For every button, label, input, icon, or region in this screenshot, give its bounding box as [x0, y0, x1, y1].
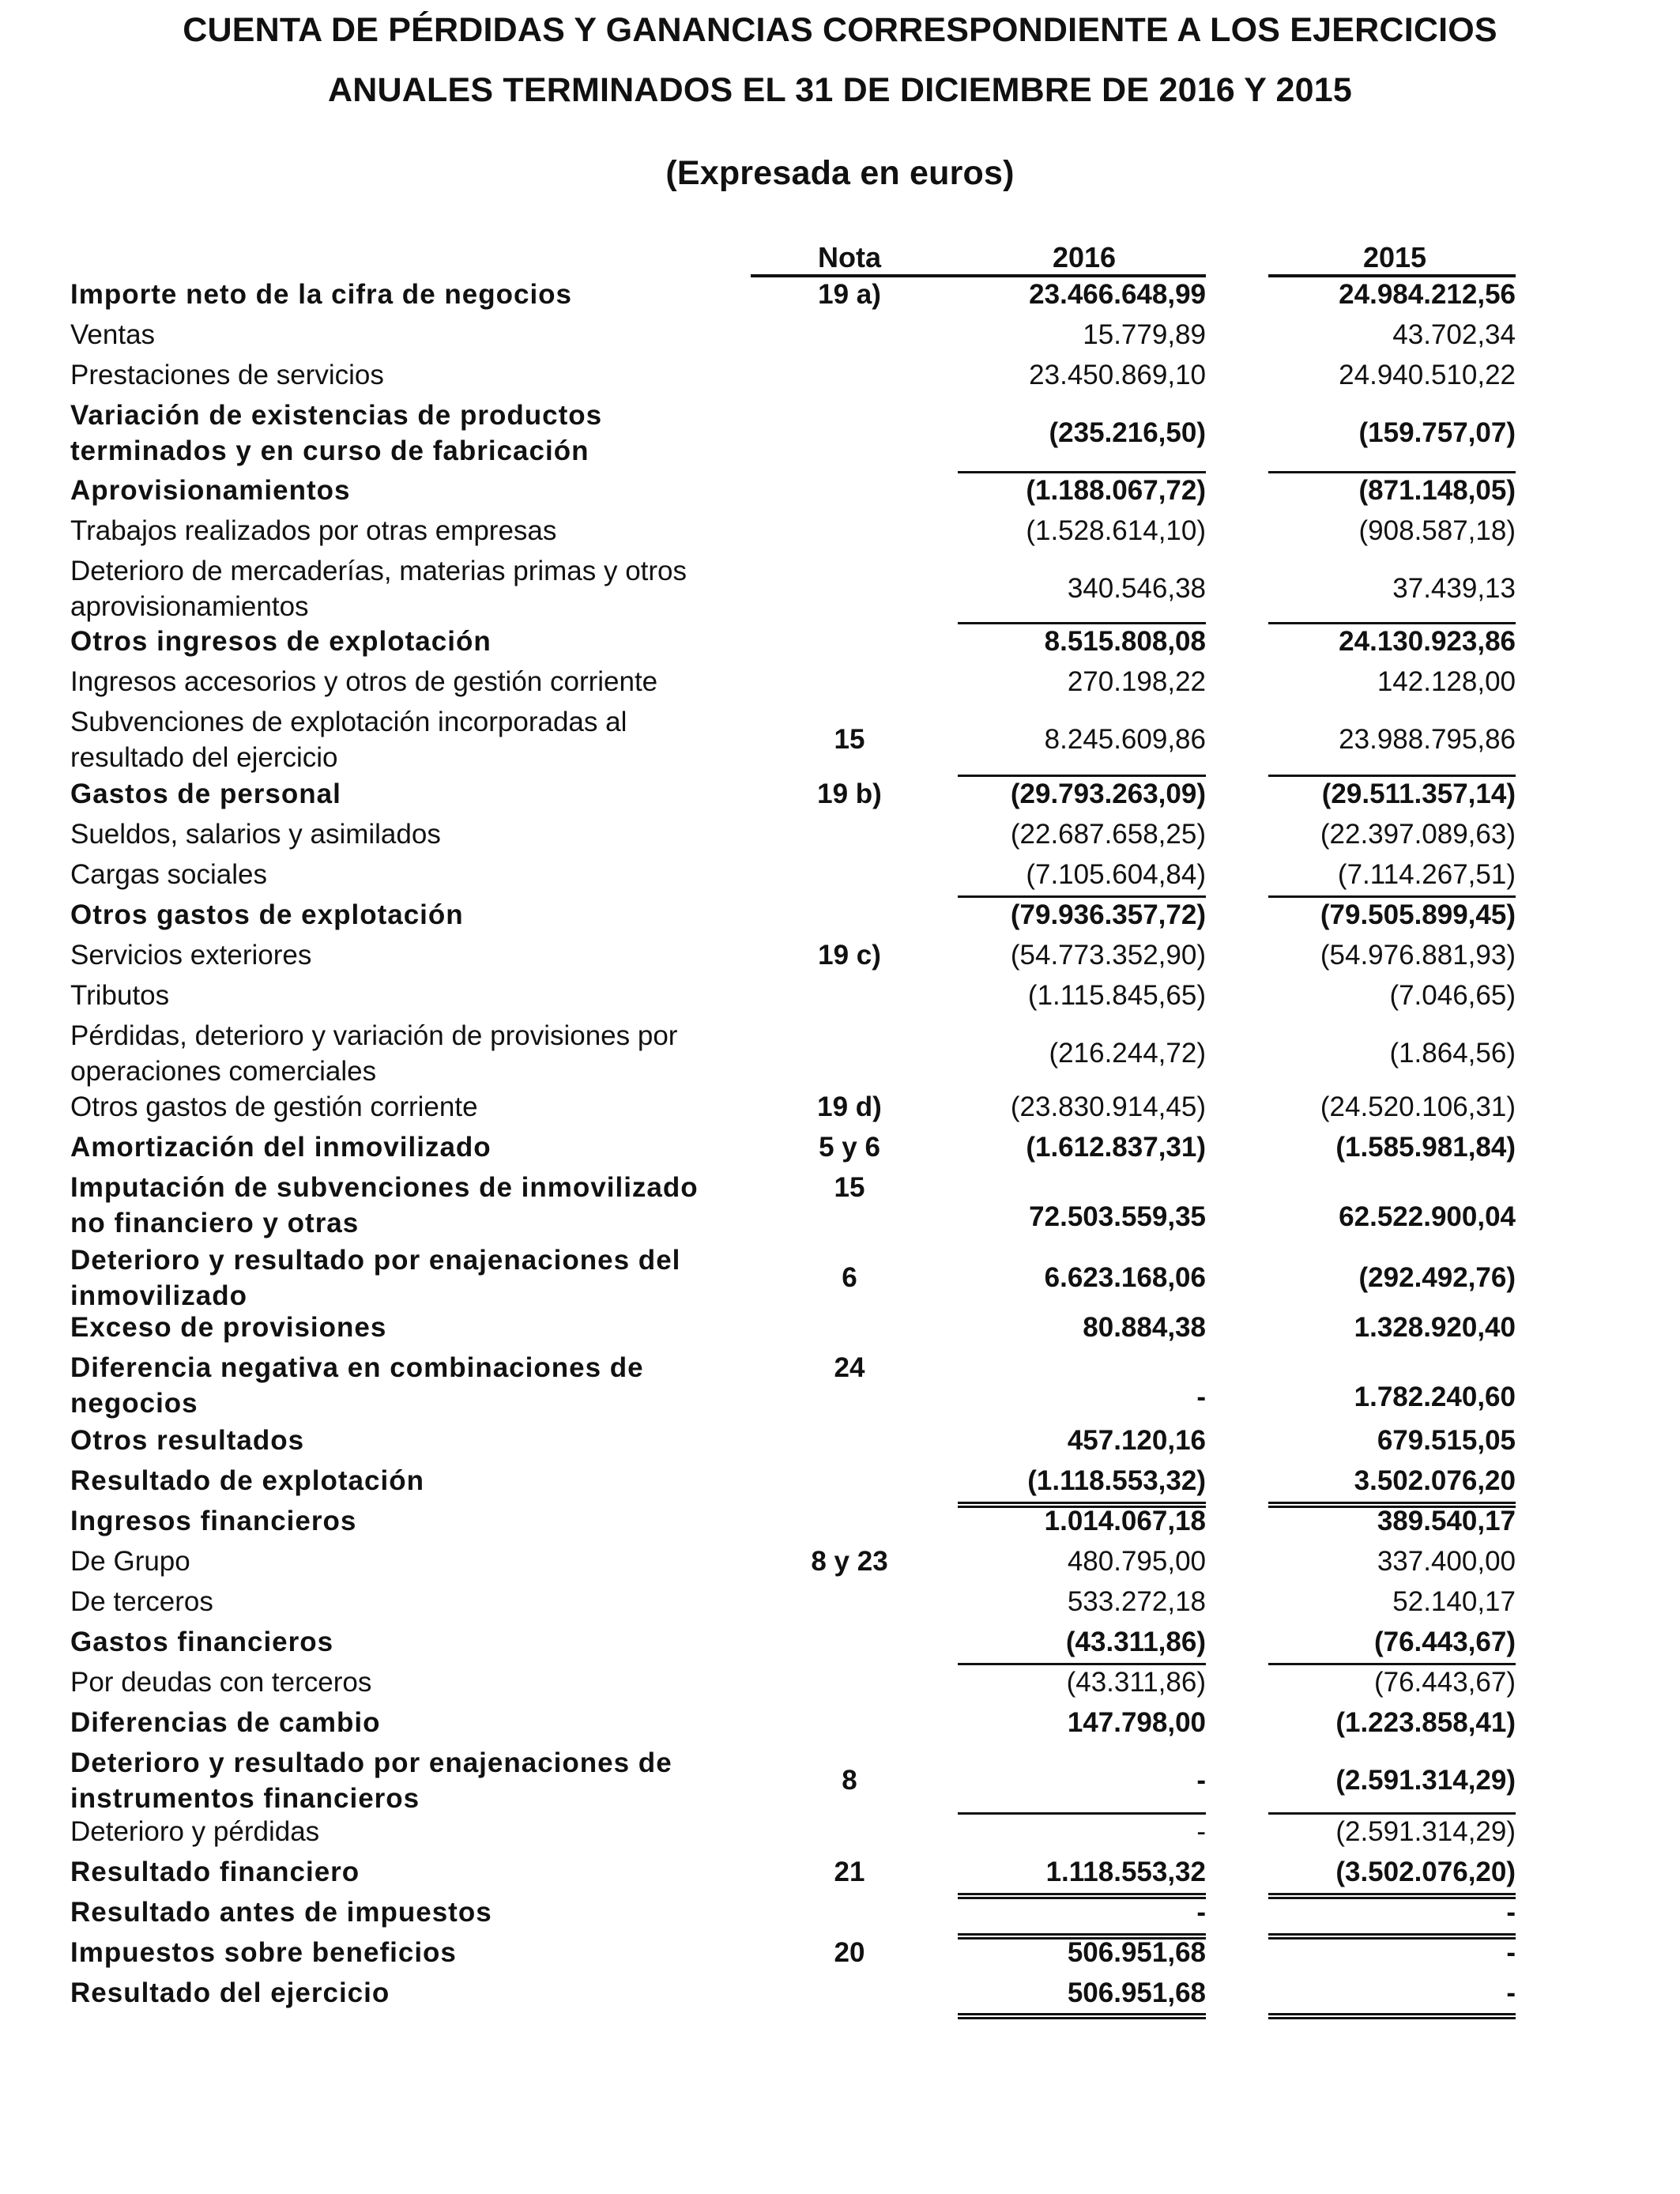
row-label: Variación de existencias de productos terminados y en curso de fabricación — [70, 400, 603, 466]
total-rule-16 — [958, 1933, 1206, 1940]
value-2016: (79.936.357,72) — [1010, 899, 1206, 930]
total-rule-16 — [958, 895, 1206, 898]
row-label: Exceso de provisiones — [70, 1312, 387, 1343]
value-2016: 72.503.559,35 — [1029, 1201, 1206, 1232]
table-row — [0, 1854, 1680, 1894]
row-note: 8 y 23 — [811, 1546, 888, 1577]
row-note: 5 y 6 — [819, 1132, 880, 1163]
row-label: Ventas — [70, 319, 156, 350]
table-row — [0, 1018, 1680, 1092]
row-label: Trabajos realizados por otras empresas — [70, 515, 557, 546]
table-row — [0, 1463, 1680, 1502]
table-row — [0, 1975, 1680, 2015]
value-2016: 506.951,68 — [1067, 1977, 1206, 2008]
row-note: 19 d) — [817, 1091, 882, 1122]
row-note: 19 a) — [818, 279, 881, 310]
value-2015: 52.140,17 — [1392, 1586, 1516, 1617]
row-label: Subvenciones de explotación incorporadas al resultado del ejercicio — [70, 707, 627, 773]
row-label: Por deudas con terceros — [70, 1667, 372, 1698]
value-2016: (235.216,50) — [1049, 417, 1206, 448]
value-2016: 340.546,38 — [1067, 573, 1206, 604]
value-2015: 1.328.920,40 — [1354, 1312, 1516, 1343]
row-label: Otros resultados — [70, 1425, 305, 1456]
table-row — [0, 816, 1680, 856]
row-label: Otros ingresos de explotación — [70, 626, 492, 657]
row-label: Resultado del ejercicio — [70, 1977, 390, 2008]
table-row — [0, 398, 1680, 472]
row-label: Importe neto de la cifra de negocios — [70, 279, 573, 310]
value-2015: (29.511.357,14) — [1321, 778, 1516, 809]
column-header-nota: Nota — [818, 241, 881, 273]
row-label: Otros gastos de explotación — [70, 899, 464, 930]
table-row — [0, 1423, 1680, 1462]
value-2015: (1.585.981,84) — [1335, 1132, 1516, 1163]
value-2016: 147.798,00 — [1067, 1707, 1206, 1738]
value-2016: 8.515.808,08 — [1044, 626, 1206, 657]
value-2016: - — [1196, 1765, 1206, 1796]
value-2016: 8.245.609,86 — [1044, 724, 1206, 755]
row-note: 20 — [834, 1937, 865, 1968]
value-2015: (7.114.267,51) — [1337, 859, 1516, 890]
value-2015: - — [1506, 1977, 1516, 2008]
table-row — [0, 1170, 1680, 1244]
table-row — [0, 1664, 1680, 1704]
row-label: Prestaciones de servicios — [70, 360, 384, 390]
table-row — [0, 357, 1680, 397]
value-2015: (24.520.106,31) — [1320, 1091, 1516, 1122]
table-row — [0, 1935, 1680, 1974]
row-label: Deterioro y resultado por enajenaciones de instrumentos financieros — [70, 1747, 672, 1814]
total-rule-15 — [1268, 1812, 1516, 1815]
table-row — [0, 1310, 1680, 1349]
table-row — [0, 473, 1680, 512]
row-note: 6 — [842, 1262, 857, 1293]
value-2015: (3.502.076,20) — [1335, 1857, 1516, 1887]
value-2016: (43.311,86) — [1066, 1667, 1206, 1698]
value-2016: 80.884,38 — [1083, 1312, 1206, 1343]
value-2015: (79.505.899,45) — [1320, 899, 1516, 930]
row-note: 19 c) — [818, 940, 881, 971]
value-2016: (1.115.845,65) — [1027, 980, 1206, 1011]
total-rule-16 — [958, 471, 1206, 473]
row-label: Cargas sociales — [70, 859, 267, 890]
row-label: Resultado financiero — [70, 1857, 360, 1887]
row-label: Pérdidas, deterioro y variación de provisiones por operaciones comerciales — [70, 1020, 678, 1087]
value-2016: (43.311,86) — [1065, 1627, 1206, 1657]
currency-note: (Expresada en euros) — [665, 154, 1015, 192]
value-2015: (1.223.858,41) — [1335, 1707, 1516, 1738]
row-label: Ingresos financieros — [70, 1506, 357, 1536]
table-row — [0, 553, 1680, 628]
row-label: Tributos — [70, 980, 170, 1011]
table-row — [0, 1624, 1680, 1664]
table-row — [0, 978, 1680, 1017]
value-2016: (29.793.263,09) — [1010, 778, 1206, 809]
row-note: 24 — [834, 1352, 865, 1383]
row-note: 19 b) — [817, 778, 882, 809]
value-2016: 23.450.869,10 — [1029, 360, 1206, 390]
row-label: Resultado de explotación — [70, 1465, 424, 1496]
row-label: Servicios exteriores — [70, 940, 312, 971]
row-note: 15 — [834, 1172, 865, 1203]
row-label: Ingresos accesorios y otros de gestión corriente — [70, 666, 658, 697]
value-2015: (1.864,56) — [1389, 1038, 1516, 1069]
value-2015: (159.757,07) — [1358, 417, 1516, 448]
value-2015: 1.782.240,60 — [1354, 1382, 1516, 1412]
value-2015: (871.148,05) — [1358, 475, 1516, 506]
total-rule-16 — [958, 622, 1206, 624]
value-2015: 24.984.212,56 — [1339, 279, 1516, 310]
row-label: Resultado antes de impuestos — [70, 1897, 492, 1928]
table-row — [0, 1745, 1680, 1819]
table-row — [0, 513, 1680, 552]
value-2016: (22.687.658,25) — [1010, 819, 1206, 850]
total-rule-15 — [1268, 895, 1516, 898]
total-rule-16 — [958, 1502, 1206, 1508]
value-2015: 337.400,00 — [1377, 1546, 1516, 1577]
table-row — [0, 277, 1680, 316]
row-label: Deterioro y pérdidas — [70, 1816, 320, 1847]
column-header-2016: 2016 — [1052, 241, 1117, 273]
table-row — [0, 937, 1680, 977]
total-rule-15 — [1268, 1502, 1516, 1508]
row-label: De Grupo — [70, 1546, 190, 1577]
row-label: Otros gastos de gestión corriente — [70, 1091, 478, 1122]
value-2016: - — [1196, 1382, 1206, 1412]
value-2015: 62.522.900,04 — [1339, 1201, 1516, 1232]
total-rule-15 — [1268, 1893, 1516, 1899]
table-row — [0, 1544, 1680, 1583]
value-2015: 142.128,00 — [1377, 666, 1516, 697]
row-label: Diferencia negativa en combinaciones de negocios — [70, 1352, 644, 1419]
value-2015: 3.502.076,20 — [1354, 1465, 1516, 1496]
value-2015: (2.591.314,29) — [1335, 1765, 1516, 1796]
value-2015: 24.130.923,86 — [1339, 626, 1516, 657]
value-2016: (1.118.553,32) — [1027, 1465, 1206, 1496]
row-label: Imputación de subvenciones de inmovilizado no financiero y otras — [70, 1172, 699, 1238]
row-label: Aprovisionamientos — [70, 475, 351, 506]
value-2016: (216.244,72) — [1049, 1038, 1206, 1069]
table-row — [0, 1814, 1680, 1853]
value-2016: (54.773.352,90) — [1010, 940, 1206, 971]
table-row — [0, 1242, 1680, 1317]
total-rule-16 — [958, 1812, 1206, 1815]
table-row — [0, 1089, 1680, 1129]
value-2015: (2.591.314,29) — [1335, 1816, 1516, 1847]
row-label: Deterioro de mercaderías, materias primas y otros aprovisionamientos — [70, 556, 687, 622]
table-row — [0, 664, 1680, 703]
value-2016: (1.528.614,10) — [1026, 515, 1206, 546]
table-row — [0, 1894, 1680, 1934]
value-2015: 24.940.510,22 — [1339, 360, 1516, 390]
row-label: Impuestos sobre beneficios — [70, 1937, 457, 1968]
value-2016: - — [1196, 1816, 1206, 1847]
row-note: 8 — [842, 1765, 857, 1796]
row-label: Deterioro y resultado por enajenaciones del inmovilizado — [70, 1245, 681, 1311]
total-rule-16 — [958, 2013, 1206, 2019]
value-2016: 1.118.553,32 — [1045, 1857, 1206, 1887]
table-row — [0, 704, 1680, 778]
value-2016: 23.466.648,99 — [1029, 279, 1206, 310]
value-2016: 15.779,89 — [1083, 319, 1206, 350]
total-rule-15 — [1268, 622, 1516, 624]
row-note: 21 — [834, 1857, 865, 1887]
table-row — [0, 624, 1680, 663]
table-row — [0, 776, 1680, 816]
value-2015: (54.976.881,93) — [1320, 940, 1516, 971]
value-2016: 480.795,00 — [1067, 1546, 1206, 1577]
value-2015: - — [1506, 1897, 1516, 1928]
total-rule-16 — [958, 1893, 1206, 1899]
report-title-line-1: CUENTA DE PÉRDIDAS Y GANANCIAS CORRESPONDIENTE A LOS EJERCICIOS — [183, 11, 1497, 49]
table-row — [0, 1705, 1680, 1744]
total-rule-15 — [1268, 2013, 1516, 2019]
table-row — [0, 317, 1680, 356]
total-rule-16 — [958, 775, 1206, 777]
total-rule-16 — [958, 1663, 1206, 1665]
value-2016: (1.188.067,72) — [1026, 475, 1206, 506]
total-rule-15 — [1268, 1933, 1516, 1940]
value-2016: 457.120,16 — [1067, 1425, 1206, 1456]
value-2015: 23.988.795,86 — [1339, 724, 1516, 755]
row-label: Amortización del inmovilizado — [70, 1132, 492, 1163]
report-title-line-2: ANUALES TERMINADOS EL 31 DE DICIEMBRE DE 2016 Y 2015 — [327, 71, 1352, 109]
value-2016: (7.105.604,84) — [1026, 859, 1206, 890]
value-2015: (76.443,67) — [1373, 1667, 1516, 1698]
column-header-2015: 2015 — [1362, 241, 1427, 273]
value-2016: 533.272,18 — [1067, 1586, 1206, 1617]
value-2015: 37.439,13 — [1392, 573, 1516, 604]
value-2015: (292.492,76) — [1358, 1262, 1516, 1293]
value-2015: (22.397.089,63) — [1320, 819, 1516, 850]
table-row — [0, 857, 1680, 896]
table-row — [0, 897, 1680, 937]
value-2016: 6.623.168,06 — [1044, 1262, 1206, 1293]
table-row — [0, 1129, 1680, 1169]
row-label: De terceros — [70, 1586, 213, 1617]
value-2016: - — [1196, 1897, 1206, 1928]
total-rule-15 — [1268, 1663, 1516, 1665]
value-2016: (1.612.837,31) — [1026, 1132, 1206, 1163]
value-2015: 679.515,05 — [1377, 1425, 1516, 1456]
table-row — [0, 1584, 1680, 1623]
value-2015: 389.540,17 — [1377, 1506, 1516, 1536]
value-2015: (908.587,18) — [1358, 515, 1516, 546]
row-label: Diferencias de cambio — [70, 1707, 381, 1738]
row-note: 15 — [834, 724, 865, 755]
value-2015: (76.443,67) — [1373, 1627, 1516, 1657]
value-2016: (23.830.914,45) — [1010, 1091, 1206, 1122]
table-row — [0, 1350, 1680, 1424]
row-label: Gastos de personal — [70, 778, 341, 809]
value-2016: 1.014.067,18 — [1044, 1506, 1206, 1536]
value-2015: 43.702,34 — [1392, 319, 1516, 350]
table-row — [0, 1503, 1680, 1543]
value-2015: - — [1506, 1937, 1516, 1968]
value-2016: 506.951,68 — [1067, 1937, 1206, 1968]
value-2015: (7.046,65) — [1389, 980, 1516, 1011]
value-2016: 270.198,22 — [1067, 666, 1206, 697]
total-rule-15 — [1268, 775, 1516, 777]
total-rule-15 — [1268, 471, 1516, 473]
row-label: Gastos financieros — [70, 1627, 334, 1657]
row-label: Sueldos, salarios y asimilados — [70, 819, 441, 850]
